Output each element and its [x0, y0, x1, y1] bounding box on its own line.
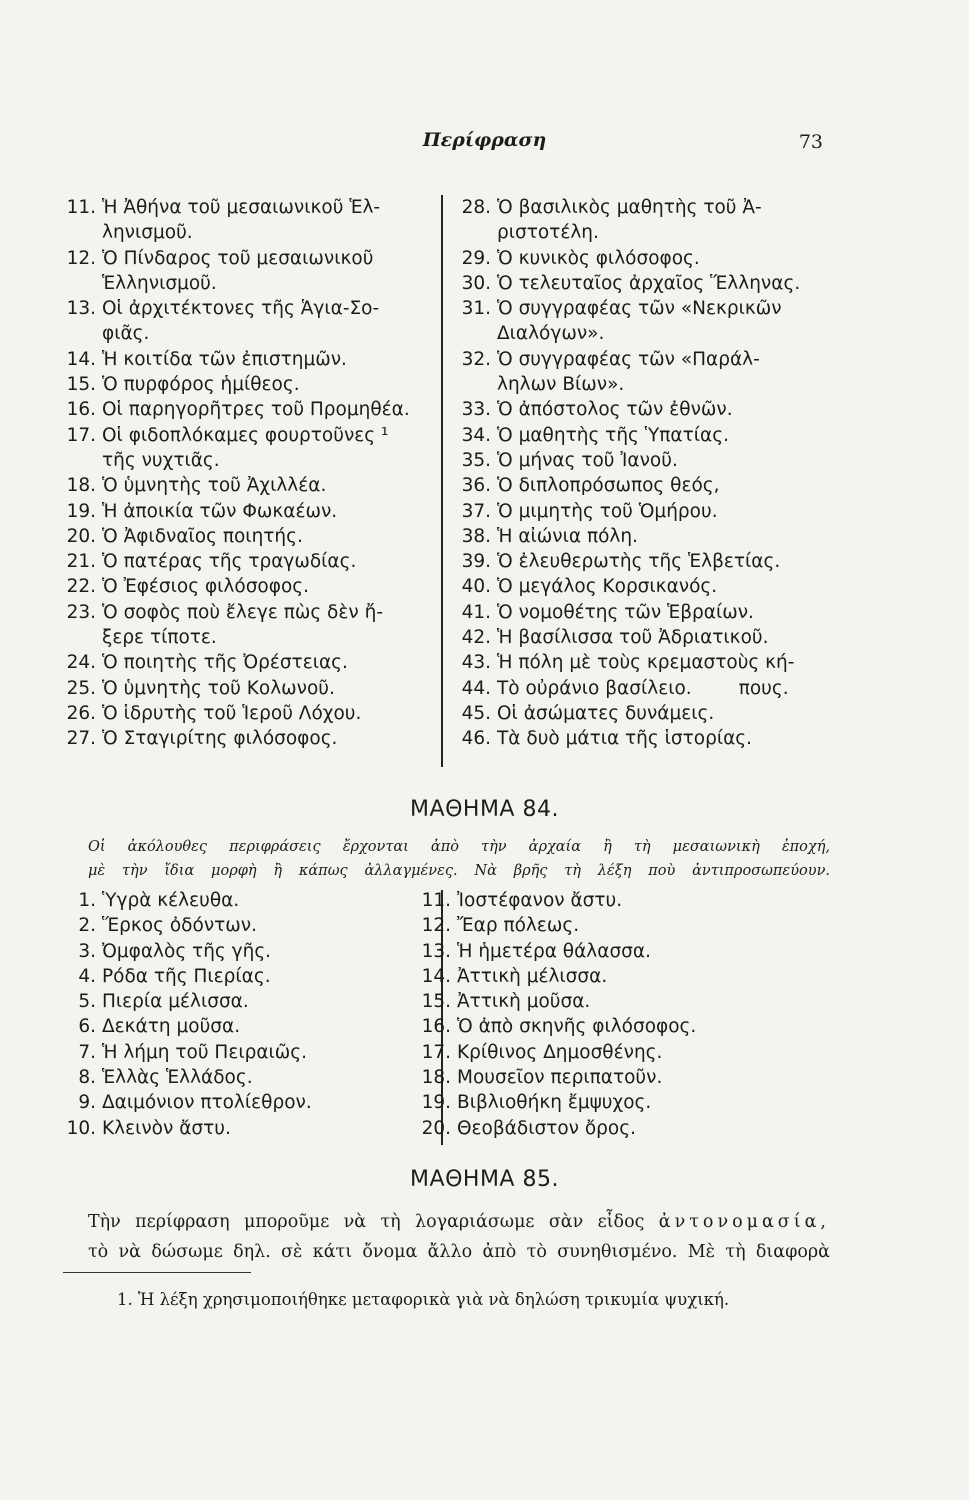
periphrasis-item: [62, 549, 442, 574]
item-text: Πιερία μέλισσα.: [102, 991, 249, 1013]
lesson-84-left-column: [62, 888, 432, 1141]
item-text: ληλων Βίων».: [497, 374, 625, 396]
item-number: 37.: [461, 500, 491, 522]
periphrasis-item: [457, 549, 847, 574]
item-number: 17.: [66, 424, 96, 446]
lesson-85-title: ΜΑΘΗΜΑ 85.: [410, 1167, 559, 1192]
item-text: Ὁ κυνικὸς φιλόσοφος.: [497, 247, 700, 269]
ancient-periphrasis-item: [417, 913, 837, 938]
item-number: 21.: [66, 551, 96, 573]
ancient-periphrasis-item: [417, 888, 837, 913]
item-number: 4.: [78, 965, 96, 987]
item-text: Ἡ αἰώνια πόλη.: [497, 525, 638, 547]
ancient-periphrasis-item: [417, 1040, 837, 1065]
item-number: 28.: [461, 197, 491, 218]
item-number: 32.: [461, 348, 491, 370]
item-text: Ὑγρὰ κέλευθα.: [102, 890, 240, 911]
lesson-84-instruction-2: μὲ τὴν ἴδια μορφὴ ἢ κάπως ἀλλαγμένες. Νὰ βρῆς τὴ λέξη ποὺ ἀντιπροσωπεύουν.: [88, 863, 830, 879]
item-number: 23.: [66, 601, 96, 623]
item-number: 8.: [78, 1067, 96, 1089]
item-text: Ἡ ἀποικία τῶν Φωκαέων.: [102, 500, 338, 522]
item-text: Ὁ Ἐφέσιος φιλόσοφος.: [102, 576, 310, 598]
item-text: ριστοτέλη.: [497, 222, 599, 244]
item-number: 11.: [66, 197, 96, 218]
periphrasis-item: [457, 701, 847, 726]
periphrasis-item: [62, 246, 442, 271]
ancient-periphrasis-item: [62, 1040, 432, 1065]
item-text: τῆς νυχτιᾶς.: [102, 449, 220, 471]
ancient-periphrasis-item: [417, 989, 837, 1014]
ancient-periphrasis-item: [417, 939, 837, 964]
item-number: 41.: [461, 601, 491, 623]
item-number: 20.: [66, 525, 96, 547]
periphrasis-item: [457, 499, 847, 524]
item-text: Ὁ συγγραφέας τῶν «Νεκρικῶν: [497, 298, 782, 320]
periphrasis-item: [62, 600, 442, 625]
item-text: Οἱ φιδοπλόκαμες φουρτοῦνες ¹: [102, 424, 389, 446]
item-number: 14.: [66, 348, 96, 370]
item-text: Ἡ βασίλισσα τοῦ Ἀδριατικοῦ.: [497, 627, 769, 649]
page-number: 73: [798, 131, 823, 153]
item-number: 27.: [66, 728, 96, 750]
item-text: Ὁ πατέρας τῆς τραγωδίας.: [102, 551, 357, 573]
periphrasis-item: [457, 321, 847, 346]
periphrasis-item: [457, 246, 847, 271]
item-number: 15.: [421, 991, 451, 1013]
item-number: 46.: [461, 728, 491, 750]
ancient-periphrasis-item: [417, 964, 837, 989]
periphrasis-item: [62, 574, 442, 599]
item-text: Ἡ κοιτίδα τῶν ἐπιστημῶν.: [102, 348, 347, 370]
item-number: 36.: [461, 475, 491, 497]
item-text: Ὁ ποιητὴς τῆς Ὀρέστειας.: [102, 652, 348, 674]
lesson-85-paragraph-line-1: [88, 1207, 830, 1237]
periphrasis-item: [62, 347, 442, 372]
item-text: Ἕρκος ὀδόντων.: [102, 915, 258, 937]
periphrasis-item: [457, 676, 847, 701]
item-number: 20.: [421, 1117, 451, 1139]
item-text: Ἔαρ πόλεως.: [457, 915, 580, 937]
lesson-83-right-column: [457, 195, 847, 752]
periphrasis-item: [457, 220, 847, 245]
item-text: Ὀμφαλὸς τῆς γῆς.: [102, 940, 272, 962]
footnote-rule: [63, 1272, 251, 1273]
ancient-periphrasis-item: [62, 1090, 432, 1115]
item-text: Ὁ ἐλευθερωτὴς τῆς Ἑλβετίας.: [497, 551, 781, 573]
item-text: Βιβλιοθήκη ἔμψυχος.: [457, 1092, 652, 1114]
periphrasis-item: [457, 726, 847, 751]
ancient-periphrasis-item: [62, 1014, 432, 1039]
periphrasis-item: [62, 296, 442, 321]
item-number: 42.: [461, 627, 491, 649]
item-text: Ὁ πυρφόρος ἡμίθεος.: [102, 374, 300, 396]
item-number: 13.: [421, 940, 451, 962]
periphrasis-item: [62, 448, 442, 473]
periphrasis-item: [457, 448, 847, 473]
item-number: 31.: [461, 298, 491, 320]
periphrasis-item: [62, 701, 442, 726]
item-number: 35.: [461, 449, 491, 471]
item-number: 7.: [78, 1041, 96, 1063]
lesson-84-right-column: [417, 888, 837, 1141]
item-number: 16.: [421, 1016, 451, 1038]
item-text: Ἀττικὴ μέλισσα.: [457, 965, 608, 987]
periphrasis-item: [62, 473, 442, 498]
item-number: 11.: [421, 890, 451, 911]
item-text: Δαιμόνιον πτολίεθρον.: [102, 1092, 312, 1114]
ancient-periphrasis-item: [62, 989, 432, 1014]
item-number: 5.: [78, 991, 96, 1013]
item-number: 14.: [421, 965, 451, 987]
periphrasis-item: [62, 650, 442, 675]
ancient-periphrasis-item: [62, 939, 432, 964]
item-text: Ὁ Ἀφιδναῖος ποιητής.: [102, 525, 303, 547]
item-number: 18.: [421, 1067, 451, 1089]
item-text: Ὁ σοφὸς ποὺ ἔλεγε πὼς δὲν ἤ-: [102, 601, 383, 623]
item-number: 18.: [66, 475, 96, 497]
item-number: 26.: [66, 702, 96, 724]
ancient-periphrasis-item: [417, 1116, 837, 1141]
periphrasis-item: [62, 220, 442, 245]
spaced-term: ἀντονομασία,: [658, 1212, 830, 1232]
ancient-periphrasis-item: [62, 964, 432, 989]
item-text: Ἰοστέφανον ἄστυ.: [457, 890, 623, 911]
item-number: 24.: [66, 652, 96, 674]
item-number: 12.: [66, 247, 96, 269]
item-text: Ὁ μεγάλος Κορσικανός.: [497, 576, 718, 598]
item-number: 44.: [461, 677, 491, 699]
lesson-84-instruction-1: Οἱ ἀκόλουθες περιφράσεις ἔρχονται ἀπὸ τὴν ἀρχαία ἢ τὴ μεσαιωνικὴ ἐποχή,: [88, 839, 830, 855]
item-text: Ἡ ἡμετέρα θάλασσα.: [457, 940, 651, 962]
periphrasis-item: [62, 524, 442, 549]
periphrasis-item: [457, 347, 847, 372]
item-number: 45.: [461, 702, 491, 724]
item-text: Ὁ Σταγιρίτης φιλόσοφος.: [102, 728, 338, 750]
periphrasis-item: [457, 397, 847, 422]
item-number: 2.: [78, 915, 96, 937]
item-number: 40.: [461, 576, 491, 598]
ancient-periphrasis-item: [62, 913, 432, 938]
item-number: 1.: [78, 890, 96, 911]
ancient-periphrasis-item: [62, 1116, 432, 1141]
item-number: 16.: [66, 399, 96, 421]
periphrasis-item: [62, 372, 442, 397]
periphrasis-item: [457, 473, 847, 498]
item-number: 22.: [66, 576, 96, 598]
ancient-periphrasis-item: [62, 888, 432, 913]
item-text: Ἀττικὴ μοῦσα.: [457, 991, 591, 1013]
item-text: Θεοβάδιστον ὄρος.: [457, 1117, 636, 1139]
item-number: 33.: [461, 399, 491, 421]
running-title: Περίφραση: [422, 129, 547, 151]
ancient-periphrasis-item: [417, 1090, 837, 1115]
periphrasis-item: [457, 650, 847, 675]
item-text: Ρόδα τῆς Πιερίας.: [102, 965, 271, 987]
item-text: Μουσεῖον περιπατοῦν.: [457, 1067, 663, 1089]
item-number: 19.: [66, 500, 96, 522]
item-number: 34.: [461, 424, 491, 446]
item-number: 43.: [461, 652, 491, 674]
item-number: 38.: [461, 525, 491, 547]
lesson-84-title: ΜΑΘΗΜΑ 84.: [410, 797, 559, 822]
ancient-periphrasis-item: [417, 1065, 837, 1090]
periphrasis-item: [457, 195, 847, 220]
periphrasis-item: [62, 397, 442, 422]
periphrasis-item: [62, 676, 442, 701]
item-text: Ὁ βασιλικὸς μαθητὴς τοῦ Ἀ-: [497, 197, 762, 218]
item-number: 15.: [66, 374, 96, 396]
periphrasis-item: [62, 726, 442, 751]
ancient-periphrasis-item: [62, 1065, 432, 1090]
footnote: 1. Ἡ λέξη χρησιμοποιήθηκε μεταφορικὰ γιὰ νὰ δηλώση τρικυμία ψυχική.: [117, 1290, 730, 1309]
item-text: Ὁ ἱδρυτὴς τοῦ Ἱεροῦ Λόχου.: [102, 702, 362, 724]
periphrasis-item: [457, 625, 847, 650]
periphrasis-item: [457, 372, 847, 397]
periphrasis-item: [457, 271, 847, 296]
periphrasis-item: [457, 574, 847, 599]
item-text: Οἱ ἀρχιτέκτονες τῆς Ἁγια-Σο-: [102, 298, 380, 320]
item-text: Ὁ ἀπόστολος τῶν ἐθνῶν.: [497, 399, 733, 421]
periphrasis-item: [62, 321, 442, 346]
item-text: Ὁ ὑμνητὴς τοῦ Ἀχιλλέα.: [102, 475, 327, 497]
item-text: Ὁ νομοθέτης τῶν Ἑβραίων.: [497, 601, 754, 623]
periphrasis-item: [457, 524, 847, 549]
item-text: Τὰ δυὸ μάτια τῆς ἱστορίας.: [497, 728, 753, 750]
item-number: 3.: [78, 940, 96, 962]
item-text: ξερε τίποτε.: [102, 627, 217, 649]
periphrasis-item: [62, 271, 442, 296]
periphrasis-item: [62, 499, 442, 524]
item-number: 25.: [66, 677, 96, 699]
paragraph-text: Τὴν περίφραση μποροῦμε νὰ τὴ λογαριάσωμε σὰν εἶδος: [88, 1212, 645, 1232]
item-text: Ὁ τελευταῖος ἀρχαῖος Ἕλληνας.: [497, 272, 801, 294]
item-text: Διαλόγων».: [497, 323, 605, 345]
lesson-85-paragraph-line-2: τὸ νὰ δώσωμε δηλ. σὲ κάτι ὄνομα ἄλλο ἀπὸ τὸ συνηθισμένο. Μὲ τὴ διαφορὰ: [88, 1242, 830, 1262]
item-text: Κρίθινος Δημοσθένης.: [457, 1041, 663, 1063]
item-text: Δεκάτη μοῦσα.: [102, 1016, 241, 1038]
periphrasis-item: [62, 625, 442, 650]
item-number: 6.: [78, 1016, 96, 1038]
item-text: Ὁ μαθητὴς τῆς Ὑπατίας.: [497, 424, 729, 446]
item-text: Ἡ λήμη τοῦ Πειραιῶς.: [102, 1041, 308, 1063]
item-number: 29.: [461, 247, 491, 269]
item-text: ληνισμοῦ.: [102, 222, 193, 244]
item-number: 17.: [421, 1041, 451, 1063]
item-text: Ἑλλὰς Ἑλλάδος.: [102, 1067, 253, 1089]
item-text: Ὁ Πίνδαρος τοῦ μεσαιωνικοῦ: [102, 247, 374, 269]
item-text: Ὁ διπλοπρόσωπος θεός,: [497, 475, 720, 497]
item-number: 39.: [461, 551, 491, 573]
periphrasis-item: [62, 423, 442, 448]
item-number: 13.: [66, 298, 96, 320]
item-number: 30.: [461, 272, 491, 294]
periphrasis-item: [457, 423, 847, 448]
item-text: Ὁ μήνας τοῦ Ἰανοῦ.: [497, 449, 678, 471]
periphrasis-item: [457, 296, 847, 321]
periphrasis-item: [457, 600, 847, 625]
ancient-periphrasis-item: [417, 1014, 837, 1039]
item-text: Ὁ μιμητὴς τοῦ Ὁμήρου.: [497, 500, 718, 522]
item-number: 19.: [421, 1092, 451, 1114]
item-text: Τὸ οὐράνιο βασίλειο. πους.: [497, 677, 789, 699]
item-number: 10.: [66, 1117, 96, 1139]
item-text: Ἑλληνισμοῦ.: [102, 272, 217, 294]
item-text: Ἡ Ἀθήνα τοῦ μεσαιωνικοῦ Ἑλ-: [102, 197, 381, 218]
item-text: Ὁ συγγραφέας τῶν «Παράλ-: [497, 348, 760, 370]
item-text: Ἡ πόλη μὲ τοὺς κρεμαστοὺς κή-: [497, 652, 795, 674]
item-text: Οἱ παρηγορῆτρες τοῦ Προμηθέα.: [102, 399, 410, 421]
item-number: 9.: [78, 1092, 96, 1114]
item-number: 12.: [421, 915, 451, 937]
column-divider: [441, 195, 443, 767]
item-text: Ὁ ὑμνητὴς τοῦ Κολωνοῦ.: [102, 677, 335, 699]
item-text: φιᾶς.: [102, 323, 150, 345]
item-text: Κλεινὸν ἄστυ.: [102, 1117, 231, 1139]
item-text: Ὁ ἀπὸ σκηνῆς φιλόσοφος.: [457, 1016, 697, 1038]
lesson-83-left-column: [62, 195, 442, 752]
periphrasis-item: [62, 195, 442, 220]
item-text: Οἱ ἀσώματες δυνάμεις.: [497, 702, 715, 724]
